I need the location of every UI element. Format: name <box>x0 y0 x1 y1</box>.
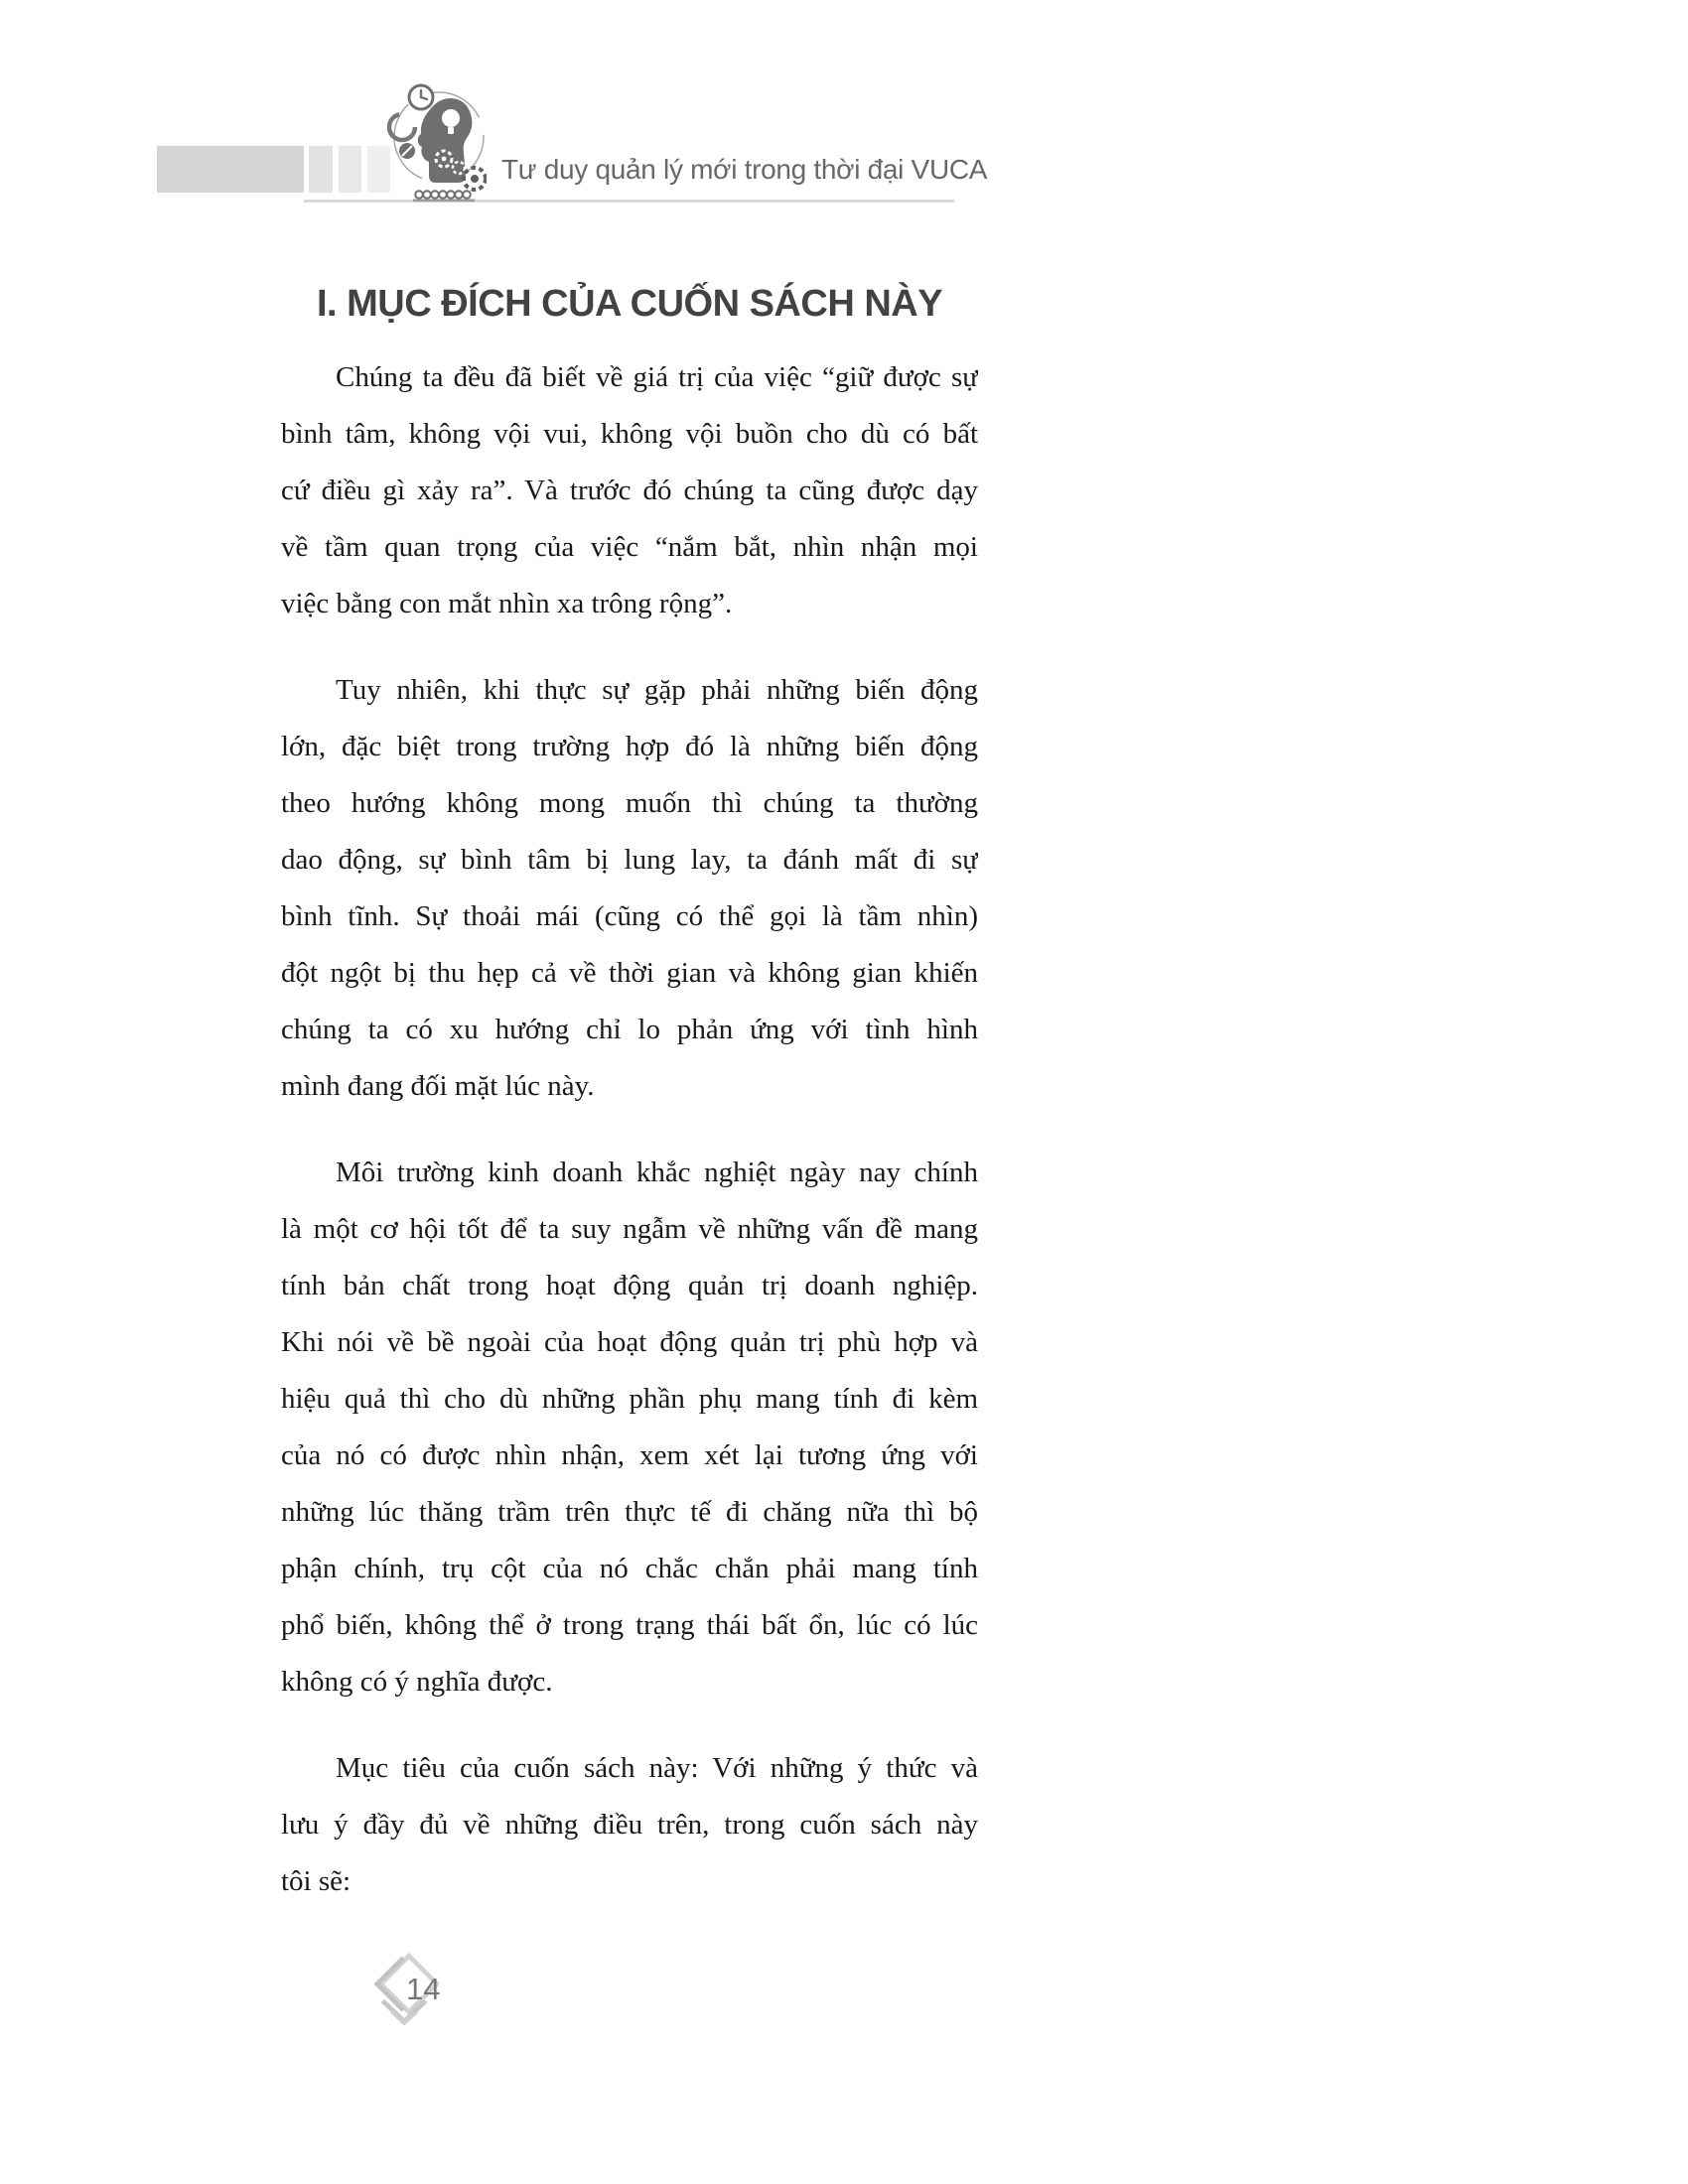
page-number: 14 <box>406 1972 441 2006</box>
text-line: Tuy nhiên, khi thực sự gặp phải những biến động <box>336 674 978 706</box>
text-line: bình tĩnh. Sự thoải mái (cũng có thể gọi là tầm nhìn) <box>281 900 978 932</box>
text-line: mình đang đối mặt lúc này. <box>281 1070 595 1102</box>
paragraph <box>281 1145 978 1710</box>
text-line: cứ điều gì xảy ra”. Và trước đó chúng ta cũng được dạy <box>281 475 978 506</box>
text-line: tôi sẽ: <box>281 1865 352 1897</box>
body-text <box>281 349 978 1910</box>
text-line: Môi trường kinh doanh khắc nghiệt ngày nay chính <box>336 1157 978 1188</box>
brain-gears-icon <box>387 83 487 203</box>
text-line: tính bản chất trong hoạt động quản trị doanh nghiệp. <box>281 1270 978 1301</box>
text-line: chúng ta có xu hướng chỉ lo phản ứng với tình hình <box>281 1014 978 1045</box>
text-line: của nó có được nhìn nhận, xem xét lại tương ứng với <box>281 1439 978 1471</box>
text-line: lưu ý đầy đủ về những điều trên, trong cuốn sách này <box>281 1809 978 1841</box>
text-line: là một cơ hội tốt để ta suy ngẫm về những vấn đề mang <box>281 1213 978 1245</box>
header-bar <box>309 146 333 193</box>
header-bar <box>157 146 304 193</box>
text-line: lớn, đặc biệt trong trường hợp đó là những biến động <box>281 731 978 762</box>
text-line: bình tâm, không vội vui, không vội buồn cho dù có bất <box>281 418 978 450</box>
text-line: những lúc thăng trầm trên thực tế đi chăng nữa thì bộ <box>281 1496 978 1528</box>
text-line: hiệu quả thì cho dù những phần phụ mang tính đi kèm <box>281 1383 978 1415</box>
text-line: Mục tiêu của cuốn sách này: Với những ý thức và <box>336 1752 978 1784</box>
text-line: Khi nói về bề ngoài của hoạt động quản trị phù hợp và <box>281 1326 978 1358</box>
header-bar <box>339 146 361 193</box>
paragraph <box>281 662 978 1115</box>
page-footer <box>373 1952 463 2041</box>
text-line: dao động, sự bình tâm bị lung lay, ta đánh mất đi sự <box>281 844 978 876</box>
page-title: I. MỤC ĐÍCH CỦA CUỐN SÁCH NÀY <box>316 283 943 326</box>
running-head: Tư duy quản lý mới trong thời đại VUCA <box>501 154 988 185</box>
paragraph <box>281 1740 978 1910</box>
text-line: đột ngột bị thu hẹp cả về thời gian và không gian khiến <box>281 957 978 989</box>
text-line: phổ biến, không thể ở trong trạng thái bất ổn, lúc có lúc <box>281 1609 978 1641</box>
text-line: việc bằng con mắt nhìn xa trông rộng”. <box>281 588 733 619</box>
text-line: không có ý nghĩa được. <box>281 1666 553 1698</box>
text-line: theo hướng không mong muốn thì chúng ta thường <box>281 787 978 819</box>
text-line: phận chính, trụ cột của nó chắc chắn phải mang tính <box>281 1553 978 1584</box>
text-line: Chúng ta đều đã biết về giá trị của việc “giữ được sự <box>336 361 978 393</box>
text-line: về tầm quan trọng của việc “nắm bắt, nhìn nhận mọi <box>281 531 978 563</box>
paragraph <box>281 349 978 632</box>
